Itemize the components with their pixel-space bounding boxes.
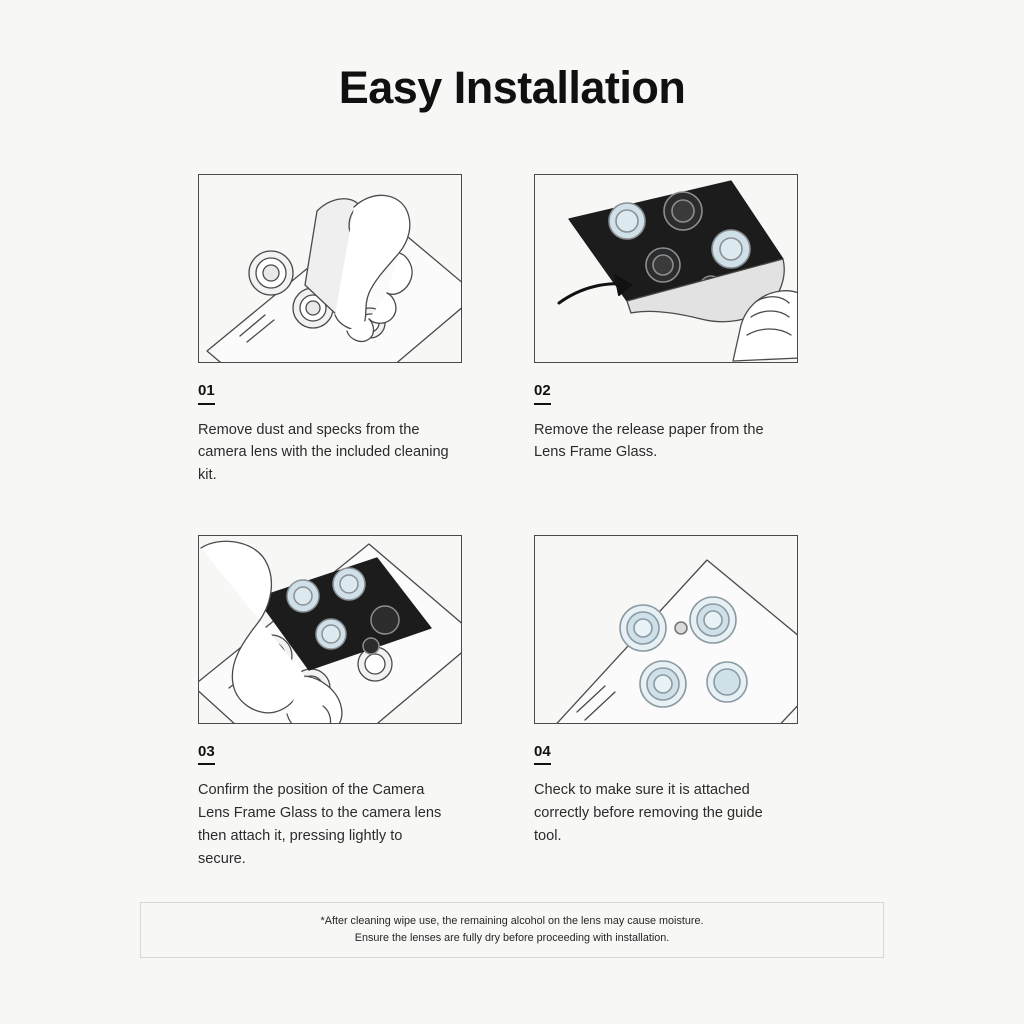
steps-grid — [198, 174, 830, 870]
step-01-number: 01 — [198, 383, 215, 405]
step-02-text: Remove the release paper from the Lens Frame Glass. — [534, 421, 764, 461]
footnote-line-2: Ensure the lenses are fully dry before proceeding with installation. — [354, 932, 670, 944]
step-02 — [534, 174, 830, 487]
step-04-illustration — [534, 535, 798, 724]
step-04-number: 04 — [534, 744, 551, 766]
step-03 — [198, 535, 494, 871]
step-03-text: Confirm the position of the Camera Lens Frame Glass to the camera lens then attach it, pressing lightly to secure. — [198, 782, 442, 867]
footnote-box — [140, 902, 884, 958]
step-04 — [534, 535, 830, 871]
step-01 — [198, 174, 494, 487]
footnote-line-1: *After cleaning wipe use, the remaining alcohol on the lens may cause moisture. — [320, 915, 704, 928]
step-02-number: 02 — [534, 383, 551, 405]
step-01-text: Remove dust and specks from the camera lens with the included cleaning kit. — [198, 421, 449, 484]
step-02-illustration — [534, 174, 798, 363]
step-03-illustration — [198, 535, 462, 724]
step-03-number: 03 — [198, 744, 215, 766]
page-title: Easy Installation — [338, 62, 686, 113]
step-01-illustration — [198, 174, 462, 363]
step-04-text: Check to make sure it is attached correctly before removing the guide tool. — [534, 782, 763, 844]
